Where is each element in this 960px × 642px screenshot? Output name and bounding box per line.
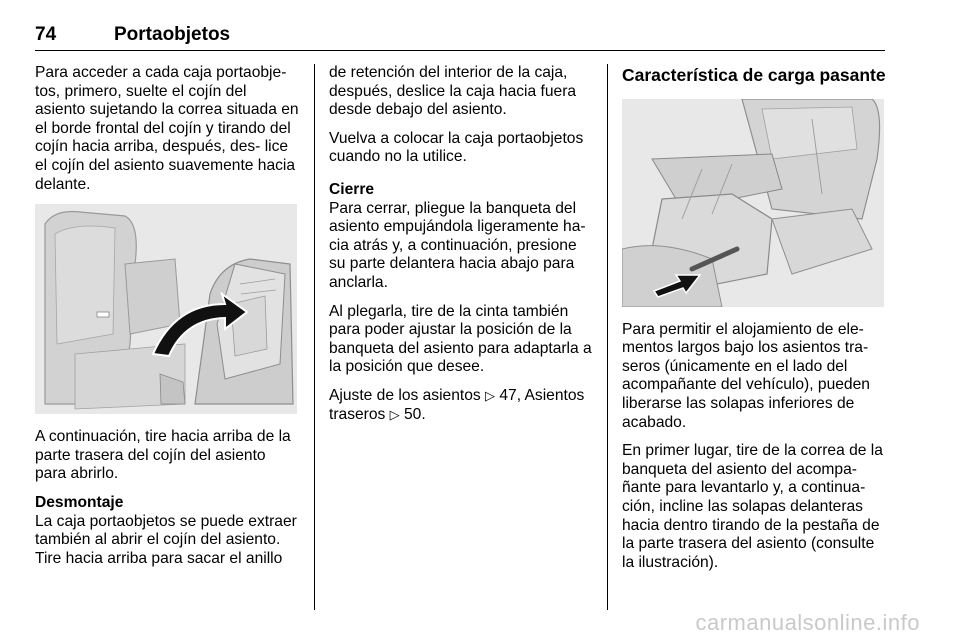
paragraph: Para permitir el alojamiento de ele- mentos largos bajo los asientos tra- seros (únicamente en el lado del acompañante del vehículo), pueden liberarse las solapas inferiores de acabado. — [622, 320, 870, 431]
seat-cushion-illustration — [35, 204, 297, 414]
paragraph: Para cerrar, pliegue la banqueta del asiento empujándola ligeramente ha- cia atrás y, a continuación, presione su parte delantera hacia abajo para anclarla. — [329, 199, 586, 291]
section-heading: Característica de carga pasante — [622, 65, 886, 85]
column-divider — [314, 64, 315, 610]
paragraph: Para acceder a cada caja portaobje- tos, primero, suelte el cojín del asiento sujetando la correa situada en el borde frontal del cojín y tirando del cojín hacia arriba, después, des- lice el cojín del asiento suavemente hacia delante. — [35, 64, 299, 193]
load-through-drawing — [622, 99, 884, 307]
watermark: carmanualsonline.info — [695, 610, 920, 635]
paragraph: de retención del interior de la caja, después, deslice la caja hacia fuera desde debajo del asiento. — [329, 64, 577, 119]
page-ref-icon: ▷ — [485, 387, 496, 403]
reference-text: 47, Asientos traseros — [329, 386, 585, 423]
paragraph: La caja portaobjetos se puede extraer también al abrir el cojín del asiento. Tire hacia arriba para sacar el anillo — [35, 512, 297, 567]
seat-cushion-drawing — [35, 204, 297, 414]
reference-text: Ajuste de los asientos — [329, 386, 486, 404]
load-through-illustration — [622, 99, 884, 307]
page-number: 74 — [35, 24, 57, 45]
paragraph: Al plegarla, tire de la cinta también para poder ajustar la posición de la banqueta del asiento para adaptarla a la posición que desee. — [329, 302, 592, 376]
page-header — [35, 22, 885, 51]
column-divider — [607, 64, 608, 610]
column-3 — [622, 64, 887, 582]
column-1 — [35, 64, 300, 578]
subheading-cierre: Cierre — [329, 180, 375, 198]
column-2 — [329, 64, 594, 434]
paragraph: En primer lugar, tire de la correa de la banqueta del asiento del acompa- ñante para levantarlo y, a continua- ción, incline las solapas delanteras hacia dentro tirando de la pestaña de la parte trasera del asiento (consulte la ilustración). — [622, 442, 883, 571]
subheading-desmontaje: Desmontaje — [35, 493, 124, 511]
paragraph-references — [329, 387, 594, 424]
reference-text: 50. — [399, 405, 426, 423]
paragraph: A continuación, tire hacia arriba de la parte trasera del cojín del asiento para abrirlo. — [35, 428, 291, 483]
page-title: Portaobjetos — [114, 24, 231, 45]
page-ref-icon: ▷ — [389, 406, 400, 422]
paragraph: Vuelva a colocar la caja portaobjetos cuando no la utilice. — [329, 129, 584, 166]
